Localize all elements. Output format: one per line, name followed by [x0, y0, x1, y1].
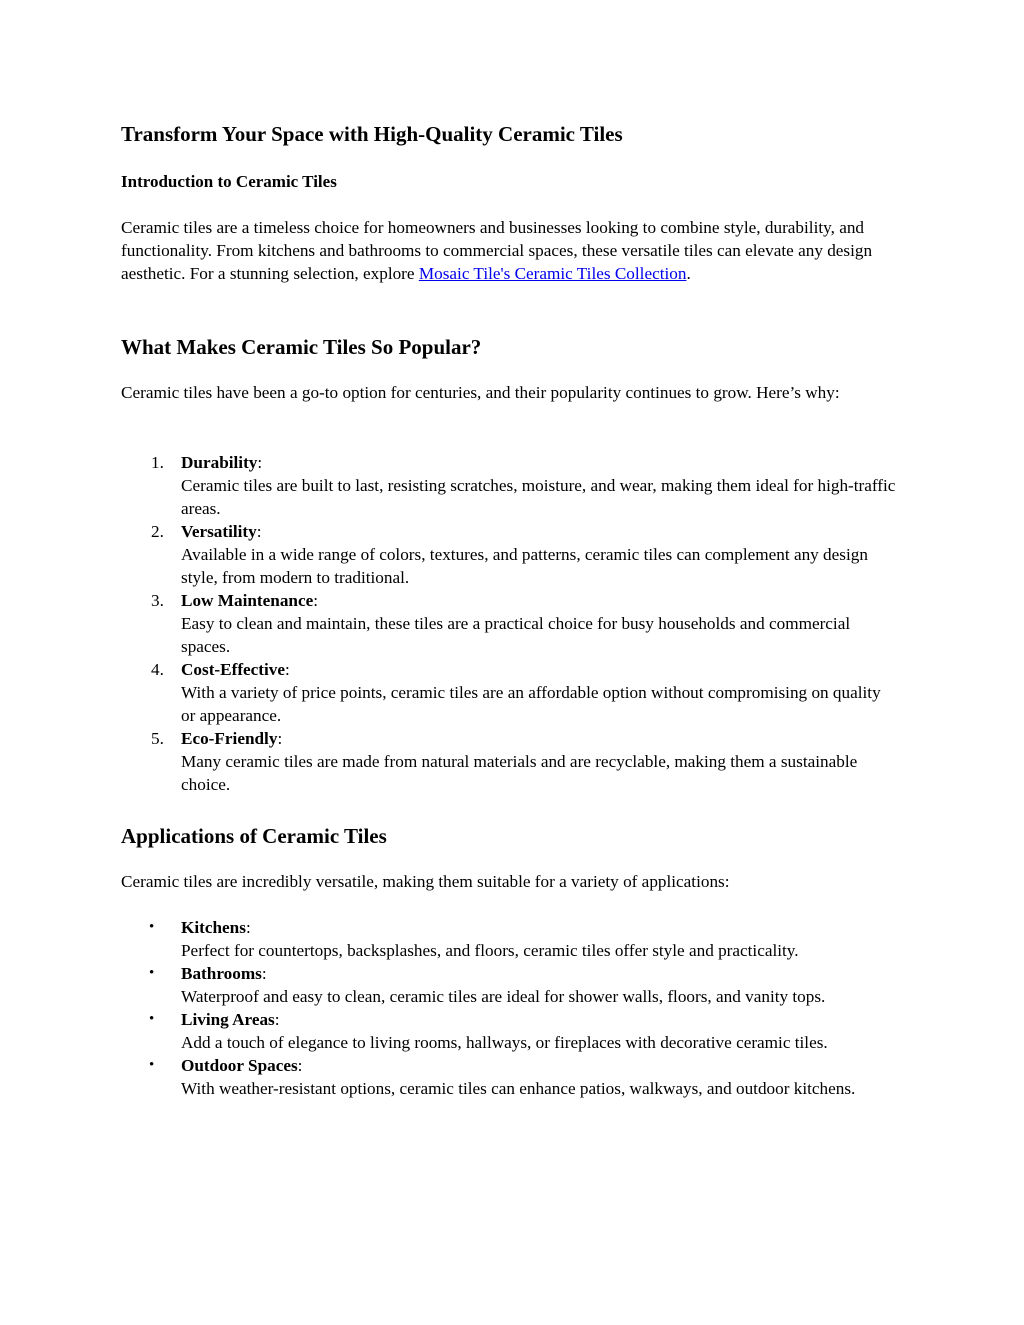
item-colon: : [274, 1010, 280, 1029]
intro-period: . [686, 264, 691, 283]
popular-lead: Ceramic tiles have been a go-to option for centuries, and their popularity continues to grow. Here’s why: [121, 383, 840, 402]
bullet-icon: • [149, 965, 155, 981]
item-name: Kitchens [181, 918, 246, 937]
item-name: Outdoor Spaces [181, 1056, 298, 1075]
item-colon: : [285, 660, 290, 679]
list-number: 2. [151, 522, 164, 541]
applications-list [121, 916, 897, 1100]
item-description: With weather-resistant options, ceramic tiles can enhance patios, walkways, and outdoor kitchens. [181, 1079, 856, 1098]
item-description: Add a touch of elegance to living rooms, hallways, or fireplaces with decorative ceramic tiles. [181, 1033, 828, 1052]
list-item-durability [121, 451, 897, 520]
item-description: Easy to clean and maintain, these tiles are a practical choice for busy households and commercial spaces. [181, 614, 851, 656]
item-description: Waterproof and easy to clean, ceramic tiles are ideal for shower walls, floors, and vanity tops. [181, 987, 826, 1006]
ceramic-collection-link[interactable]: Mosaic Tile's Ceramic Tiles Collection [418, 264, 687, 283]
list-item-low-maintenance [121, 589, 897, 658]
bullet-icon: • [149, 919, 155, 935]
item-colon: : [277, 729, 283, 748]
item-name: Low Maintenance [181, 591, 314, 610]
list-item-living-areas [121, 1008, 897, 1054]
bullet-icon: • [149, 1057, 155, 1073]
item-colon: : [313, 591, 319, 610]
item-description: Available in a wide range of colors, textures, and patterns, ceramic tiles can complement any design style, from modern to traditional. [181, 545, 868, 587]
item-colon: : [261, 964, 267, 983]
item-name: Living Areas [181, 1010, 275, 1029]
intro-paragraph [121, 216, 897, 285]
list-item-outdoor-spaces [121, 1054, 897, 1100]
intro-text: Ceramic tiles are a timeless choice for homeowners and businesses looking to combine style, durability, and functionality. From kitchens and bathrooms to commercial spaces, these versatile tiles can elevate any design aesthetic. For a stunning selection, explore [121, 218, 873, 283]
page-title: Transform Your Space with High-Quality Ceramic Tiles [121, 122, 623, 146]
item-colon: : [297, 1056, 303, 1075]
item-description: Many ceramic tiles are made from natural materials and are recyclable, making them a sustainable choice. [181, 752, 858, 794]
item-name: Bathrooms [181, 964, 262, 983]
item-description: Perfect for countertops, backsplashes, and floors, ceramic tiles offer style and practicality. [181, 941, 799, 960]
list-number: 3. [151, 591, 164, 610]
item-colon: : [257, 453, 263, 472]
popular-list [121, 451, 897, 796]
list-number: 5. [151, 729, 164, 748]
item-description: Ceramic tiles are built to last, resisting scratches, moisture, and wear, making them ideal for high-traffic areas. [181, 476, 896, 518]
list-item-versatility [121, 520, 897, 589]
intro-heading: Introduction to Ceramic Tiles [121, 172, 337, 191]
list-item-kitchens [121, 916, 897, 962]
list-number: 4. [151, 660, 164, 679]
list-item-bathrooms [121, 962, 897, 1008]
applications-lead: Ceramic tiles are incredibly versatile, making them suitable for a variety of applications: [121, 872, 730, 891]
item-name: Versatility [181, 522, 257, 541]
bullet-icon: • [149, 1011, 155, 1027]
list-item-cost-effective [121, 658, 897, 727]
item-description: With a variety of price points, ceramic tiles are an affordable option without compromising on quality or appearance. [181, 683, 881, 725]
list-item-eco-friendly [121, 727, 897, 796]
item-name: Cost-Effective [181, 660, 286, 679]
popular-heading: What Makes Ceramic Tiles So Popular? [121, 335, 482, 359]
applications-heading: Applications of Ceramic Tiles [121, 824, 387, 848]
item-colon: : [245, 918, 251, 937]
list-number: 1. [151, 453, 164, 472]
item-name: Eco-Friendly [181, 729, 278, 748]
item-name: Durability [181, 453, 258, 472]
item-colon: : [256, 522, 262, 541]
